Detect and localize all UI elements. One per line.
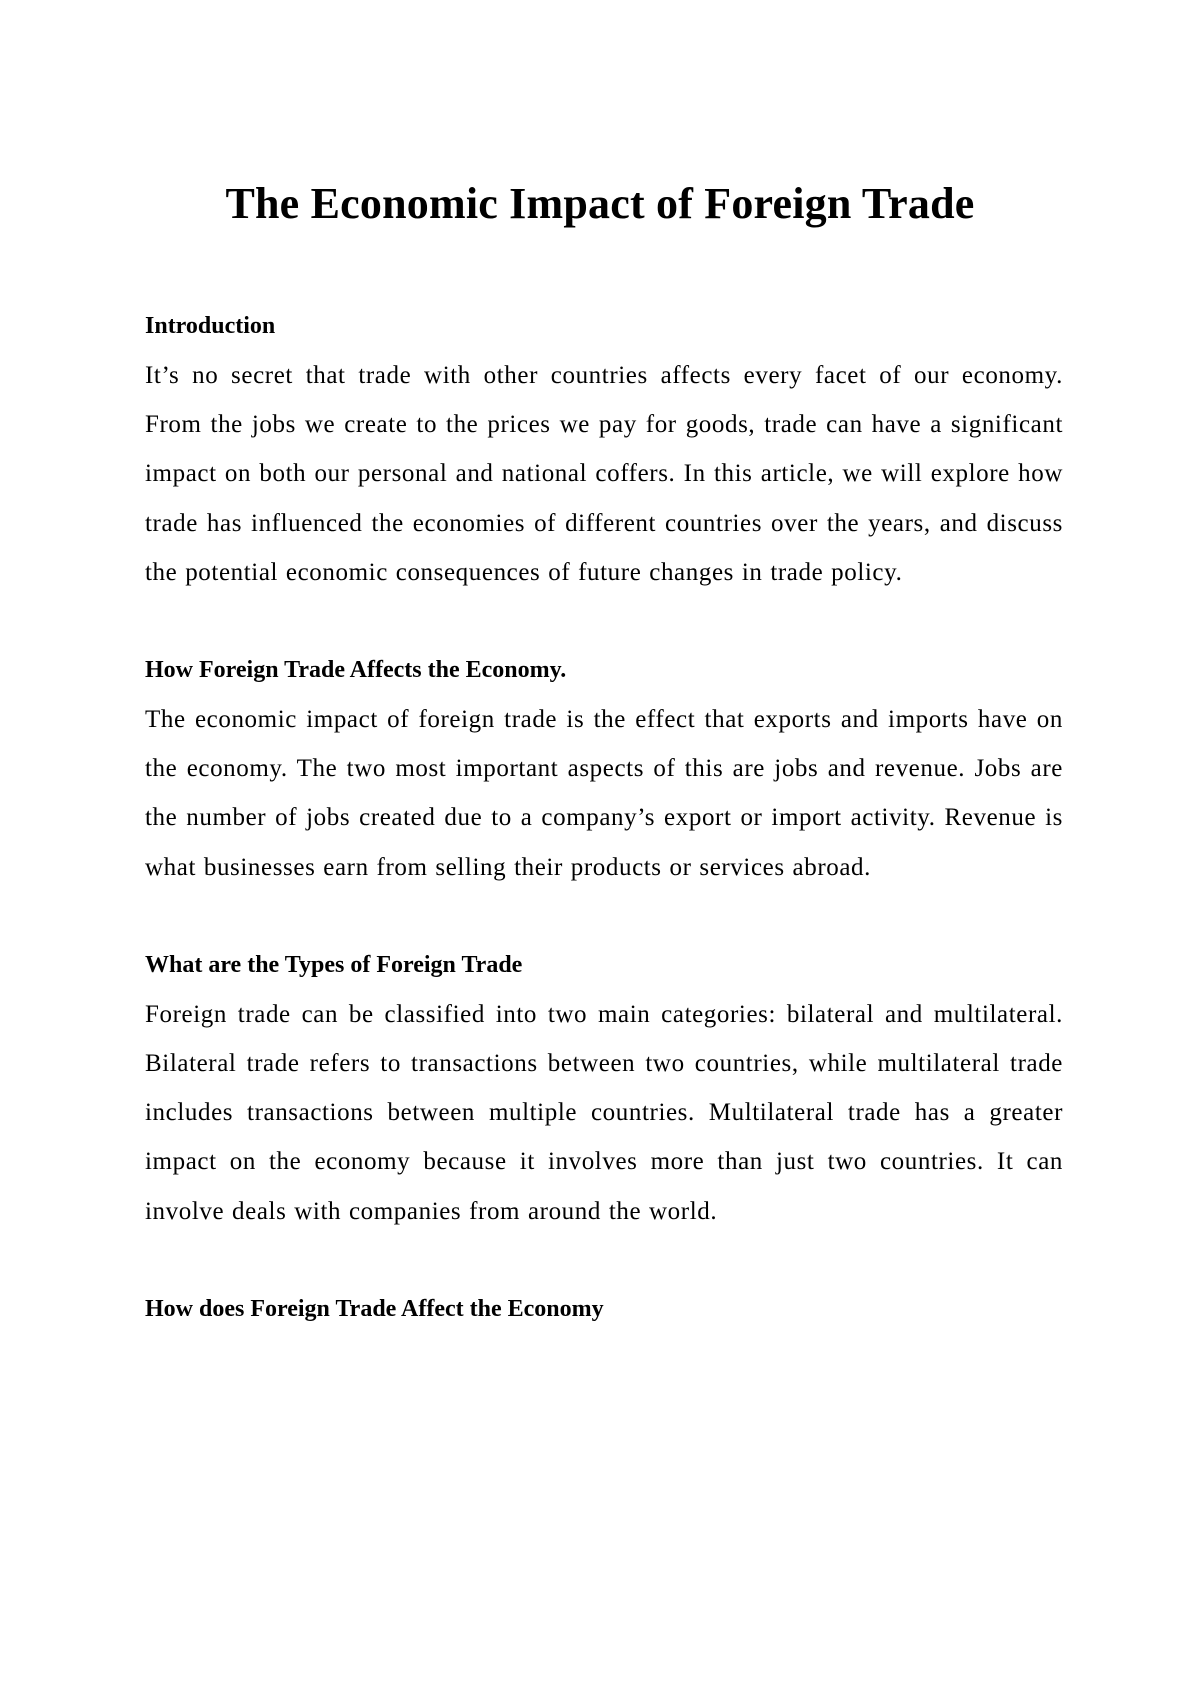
document-content xyxy=(145,302,1063,1383)
section-heading: What are the Types of Foreign Trade xyxy=(145,951,523,978)
section-paragraph: The economic impact of foreign trade is the effect that exports and imports have on the economy. The two most important aspects of this are jobs and revenue. Jobs are the number of jobs created due to a company’s export or import activity. Revenue is what businesses earn from selling their products or services abroad. xyxy=(145,706,1063,881)
section-heading: Introduction xyxy=(145,313,276,339)
section-paragraph: It’s no secret that trade with other countries affects every facet of our economy. From the jobs we create to the prices we pay for goods, trade can have a significant impact on both our personal and national coffers. In this article, we will explore how trade has influenced the economies of different countries over the years, and discuss the potential economic consequences of future changes in trade policy. xyxy=(145,362,1063,586)
section-how-does-foreign-trade-affect xyxy=(145,1285,1063,1334)
section-heading: How does Foreign Trade Affect the Economy xyxy=(145,1295,604,1322)
section-heading: How Foreign Trade Affects the Economy. xyxy=(145,657,567,684)
section-introduction xyxy=(145,302,1063,597)
section-paragraph: Foreign trade can be classified into two main categories: bilateral and multilateral. Bilateral trade refers to transactions between two countries, while multilateral trade includes transactions between multiple countries. Multilateral trade has a greater impact on the economy because it involves more than just two countries. It can involve deals with companies from around the world. xyxy=(145,1000,1063,1225)
section-how-foreign-trade-affects xyxy=(145,646,1063,892)
section-types-of-foreign-trade xyxy=(145,941,1063,1236)
document-title: The Economic Impact of Foreign Trade xyxy=(225,179,975,228)
